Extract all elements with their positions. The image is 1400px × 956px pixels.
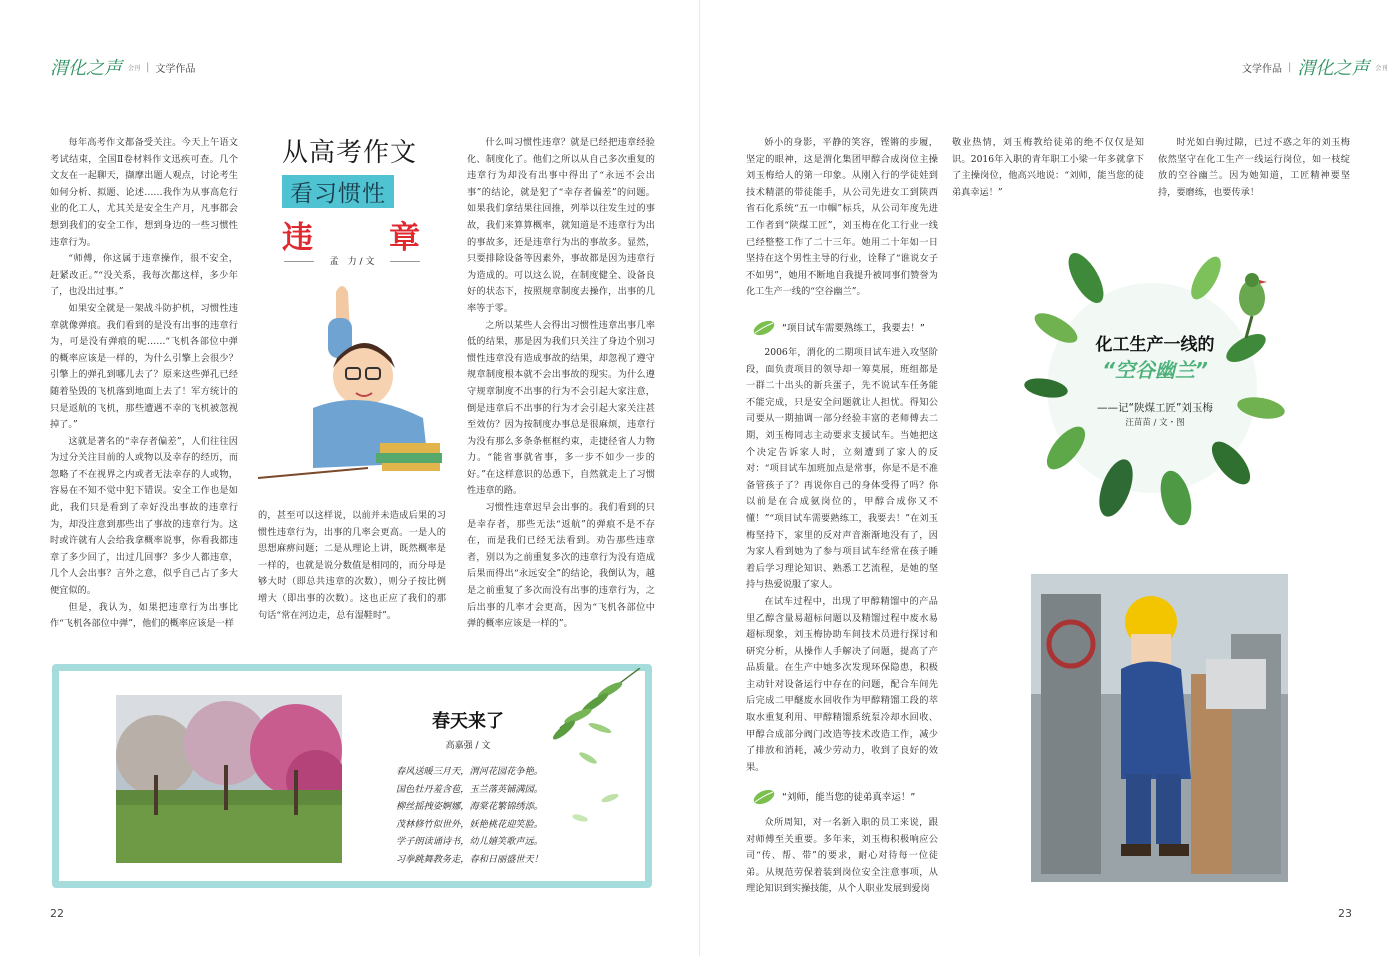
page-number-right: 23 <box>1338 907 1352 920</box>
brand-sub: 会刊 <box>1375 64 1388 72</box>
left-header <box>50 54 195 80</box>
paragraph: 时光如白驹过隙，已过不惑之年的刘玉梅依然坚守在化工生产一线运行岗位，如一枝绽放的空谷幽兰。因为她知道，工匠精神要坚持，要磨练，也要传承！ <box>1158 137 1350 198</box>
paragraph: 的，甚至可以这样说，以前并未造成后果的习惯性违章行为，出事的几率会更高。一是人的思想麻痹问题；二是从理论上讲，既然概率是一样的，也就是说分数值是相同的，而分母是够大时（即总共违章的次数），则分子按比例增大（即出事的次数）。这也正应了我们的那句话“常在河边走，总有湿鞋时”。 <box>258 510 446 621</box>
paragraph: 这就是著名的“幸存者偏差”，人们往往因为过分关注目前的人或物以及幸存的经历，而忽略了不在视界之内或者无法幸存的人或物，容易在不知不觉中犯下错误。安全工作也是如此，我们只是看到了幸好没出事故的违章行为，却没注意到那些出了事故的违章行为。这时或许就有人会给我拿概率说事，你看我都违章了多少回了，出过几回事？多少人都违章，几个人会出事？言外之意，似乎自己占了多大便宜似的。 <box>50 435 238 597</box>
section-label: 文学作品 <box>1242 63 1282 75</box>
worker-photo <box>1031 574 1288 882</box>
paragraph: 娇小的身影，平静的笑容，铿锵的步履，坚定的眼神，这是渭化集团甲醇合成岗位主操刘玉梅给人的第一印象。从刚入行的学徒娃到技术精湛的带徒能手，从公司先进女工到陕西省石化系统“五一巾帼”标兵，从公司年度先进工作者到“陕煤工匠”，刘玉梅在化工行业一线已经整整工作了二十三年。她用二十年如一日坚持在这个男性主导的行业，诠释了“谁说女子不如男”，她用不断地自我提升被同事们赞誉为化工生产一线的“空谷幽兰”。 <box>746 137 938 298</box>
title-line-2: 看习惯性 <box>282 175 394 208</box>
article1-column-3 <box>467 135 655 633</box>
student-raising-hand-illustration <box>258 278 448 483</box>
poem-author: 高嘉强 / 文 <box>445 741 491 751</box>
poem-line: 学子朗读诵诗书，幼儿嬉笑歌声远。 <box>396 836 543 848</box>
article1-title <box>282 132 420 257</box>
paragraph: 2006年，渭化的二期项目试车进入攻坚阶段，面负责项目的领导却一筹莫展，班组都是一群二十出头的新兵蛋子，先不说试车任务能不能完成，只是安全问题就让人担忧。得知公司要从一期抽调一部分经验丰富的老师傅去二期，刘玉梅同志主动要求支援试车。当她把这个决定告诉家人时，立刻遭到了家人的反对：“项目试车加班加点是常事，你是不是不准备管孩子了？再说你自己的身体受得了吗？你以前是在合成氨岗位的，甲醇合成你又不懂！”“项目试车需要熟练工，我要去！”在刘玉梅坚持下，家里的反对声音渐渐地没有了，因为家人看到她为了参与项目试车经常在孩子睡着后学习理论知识、熟悉工艺流程，是她的坚持与热爱说服了家人。 <box>746 347 938 591</box>
poem-line: 国色牡丹羞含苞，玉兰落英铺满园。 <box>396 783 543 795</box>
magazine-brand: 渭化之声 <box>50 58 122 79</box>
article2-author: 汪苗苗 / 文・图 <box>1125 418 1185 428</box>
article2-column-2 <box>952 135 1144 201</box>
paragraph: 敬业热情，刘玉梅教给徒弟的绝不仅仅是知识。2016年入职的青年职工小梁一年多就拿下了主操岗位，他高兴地说：“刘师，能当您的徒弟真幸运！” <box>952 137 1144 198</box>
article1-author: 孟 力 / 文 <box>284 254 420 268</box>
paragraph: 众所周知，对一名新入职的员工来说，跟对师傅至关重要。多年来，刘玉梅积极响应公司“传、帮、带”的要求，耐心对待每一位徒弟。从规范劳保着装到岗位安全注意事项，从理论知识到实操技能，从个人职业发展到爱岗 <box>746 817 938 895</box>
page-number-left: 22 <box>50 907 64 920</box>
poem-line: 习拳跳舞教务走，春和日丽盛世天！ <box>396 853 543 865</box>
paragraph: 如果安全就是一架战斗防护机，习惯性违章就像弹痕。我们看到的是没有出事的违章行为，可是没有弹痕的呢……“飞机各部位中弹的概率应该是一样的，为什么引擎上会很少？引擎上的弹孔到哪儿去了？原来这些弹孔已经随着坠毁的飞机落到地面上去了！军方统计的只是返航的飞机，那些遭遇不幸的飞机被忽视掉了。” <box>50 302 238 431</box>
poem-title: 春天来了 <box>432 711 504 732</box>
header-separator: | <box>146 61 150 73</box>
poem-line: 春风送暖三月天，渭河花园花争艳。 <box>396 766 543 777</box>
paragraph: 什么叫习惯性违章？就是已经把违章经验化、制度化了。他们之所以从自己多次重复的违章行为却没有出事中得出了“永远不会出事”的结论，就是犯了“幸存者偏差”的问题。如果我们拿结果往回推，列举以往发生过的事故，我们来算算概率，就知道是不违章行为出的事故多，还是违章行为出的事故多。显然，只要排除设备等因素外，事故都是因为违章行为造成的。可以这么说，在制度健全、设备良好的状态下，按照规章制度去操作，出事的几率等于零。 <box>467 137 655 314</box>
paragraph: 习惯性违章迟早会出事的。我们看到的只是幸存者，那些无法“返航”的弹痕不是不存在，而是我们已经无法看到。劝告那些违章者，别以为之前重复多次的违章行为没有造成后果而得出“永远安全”的结论，我倒认为，越是之前重复了多次而没有出事的违章行为，之后出事的几率才会更高，因为“飞机各部位中弹的概率应该是一样的”。 <box>467 502 655 630</box>
willow-leaves-decoration <box>540 668 650 838</box>
article2-column-1-body <box>746 345 938 776</box>
poem-line: 柳丝摇拽姿婀娜，海棠花繁锦绣添。 <box>396 801 543 813</box>
title-line-1: 从高考作文 <box>282 138 418 168</box>
header-separator: | <box>1288 61 1292 73</box>
paragraph: 之所以某些人会得出习惯性违章出事几率低的结果，那是因为我们只关注了身边个别习惯性违章没有造成事故的结果，却忽视了遵守规章制度根本就不会出事故的现实。为什么遵守规章制度不出事的行为不会引起大家注意，倒是违章后不出事的行为才会引起大家关注甚至效仿？因为按制度办事总是很麻烦，违章行为没有那么多条条框框约束，走捷径省人力物力。“能省事就省事，多一步不如少一步的好。”在这样意识的怂恿下，自然就走上了习惯性违章的路。 <box>467 319 655 497</box>
brand-sub: 会刊 <box>128 64 141 72</box>
article1-column-1 <box>50 135 238 633</box>
article2-subtitle: ——记“陕煤工匠”刘玉梅 <box>1097 402 1213 414</box>
article1-column-2 <box>258 508 446 624</box>
paragraph: “师傅，你这属于违章操作，很不安全，赶紧改正。”“没关系，我每次都这样，多少年了，也没出过事。” <box>50 253 238 298</box>
article2-heading-2 <box>752 787 915 805</box>
title-line-3 <box>282 212 420 257</box>
paragraph: 但是，我认为，如果把违章行为出事比作“飞机各部位中弹”，他们的概率应该是一样 <box>50 601 238 630</box>
leaf-icon <box>752 318 778 336</box>
section-label: 文学作品 <box>155 63 196 75</box>
heading-text: “项目试车需要熟练工，我要去！” <box>782 323 925 334</box>
article2-title-line-2: “空谷幽兰” <box>1102 358 1208 382</box>
magazine-brand: 渭化之声 <box>1297 58 1370 79</box>
paragraph: 在试车过程中，出现了甲醇精馏中的产品里乙醇含量易超标问题以及精馏过程中废水易超标现象，刘玉梅协助车间技术员进行探讨和研究分析，从操作人手解决了问题，提高了产品质量。在生产中她多次发现环保隐患，积极主动针对设备运行中存在的问题，配合车间先后完成二甲醚废水回收作为甲醇精馏工段的萃取水重复利用、甲醇精馏系统泵冷却水回收、甲醇合成部分阀门改造等技术改造工作，减少了排放和消耗，减少劳动力，收到了良好的效果。 <box>746 595 938 773</box>
article2-column-1-end <box>746 815 938 898</box>
poem-line: 茂林修竹似世外，妖艳桃花迎笑脸。 <box>396 818 543 830</box>
leaf-icon <box>752 787 778 805</box>
right-header <box>1242 54 1387 80</box>
title-char: 违 <box>282 220 313 256</box>
article2-heading-1 <box>752 318 925 336</box>
article2-column-1-intro <box>746 135 938 301</box>
paragraph: 每年高考作文都备受关注。今天上午语文考试结束，全国Ⅱ卷材料作文迅疾可查。几个文友在一起聊天，撷摩出题人观点，讨论考生如何分析、拟题、论述……我作为从事高危行业的化工人，尤其关是安全生产月，凡事都会想到我们的安全工作，想到身边的一些习惯性违章行为。 <box>50 137 238 248</box>
bird-icon <box>1239 273 1267 338</box>
heading-text: “刘师，能当您的徒弟真幸运！” <box>782 792 916 803</box>
article2-column-3 <box>1158 135 1350 201</box>
title-char: 章 <box>389 220 420 256</box>
spring-trees-photo <box>116 695 342 863</box>
article2-title-line-1: 化工生产一线的 <box>1095 335 1215 355</box>
poem-body <box>396 763 543 869</box>
